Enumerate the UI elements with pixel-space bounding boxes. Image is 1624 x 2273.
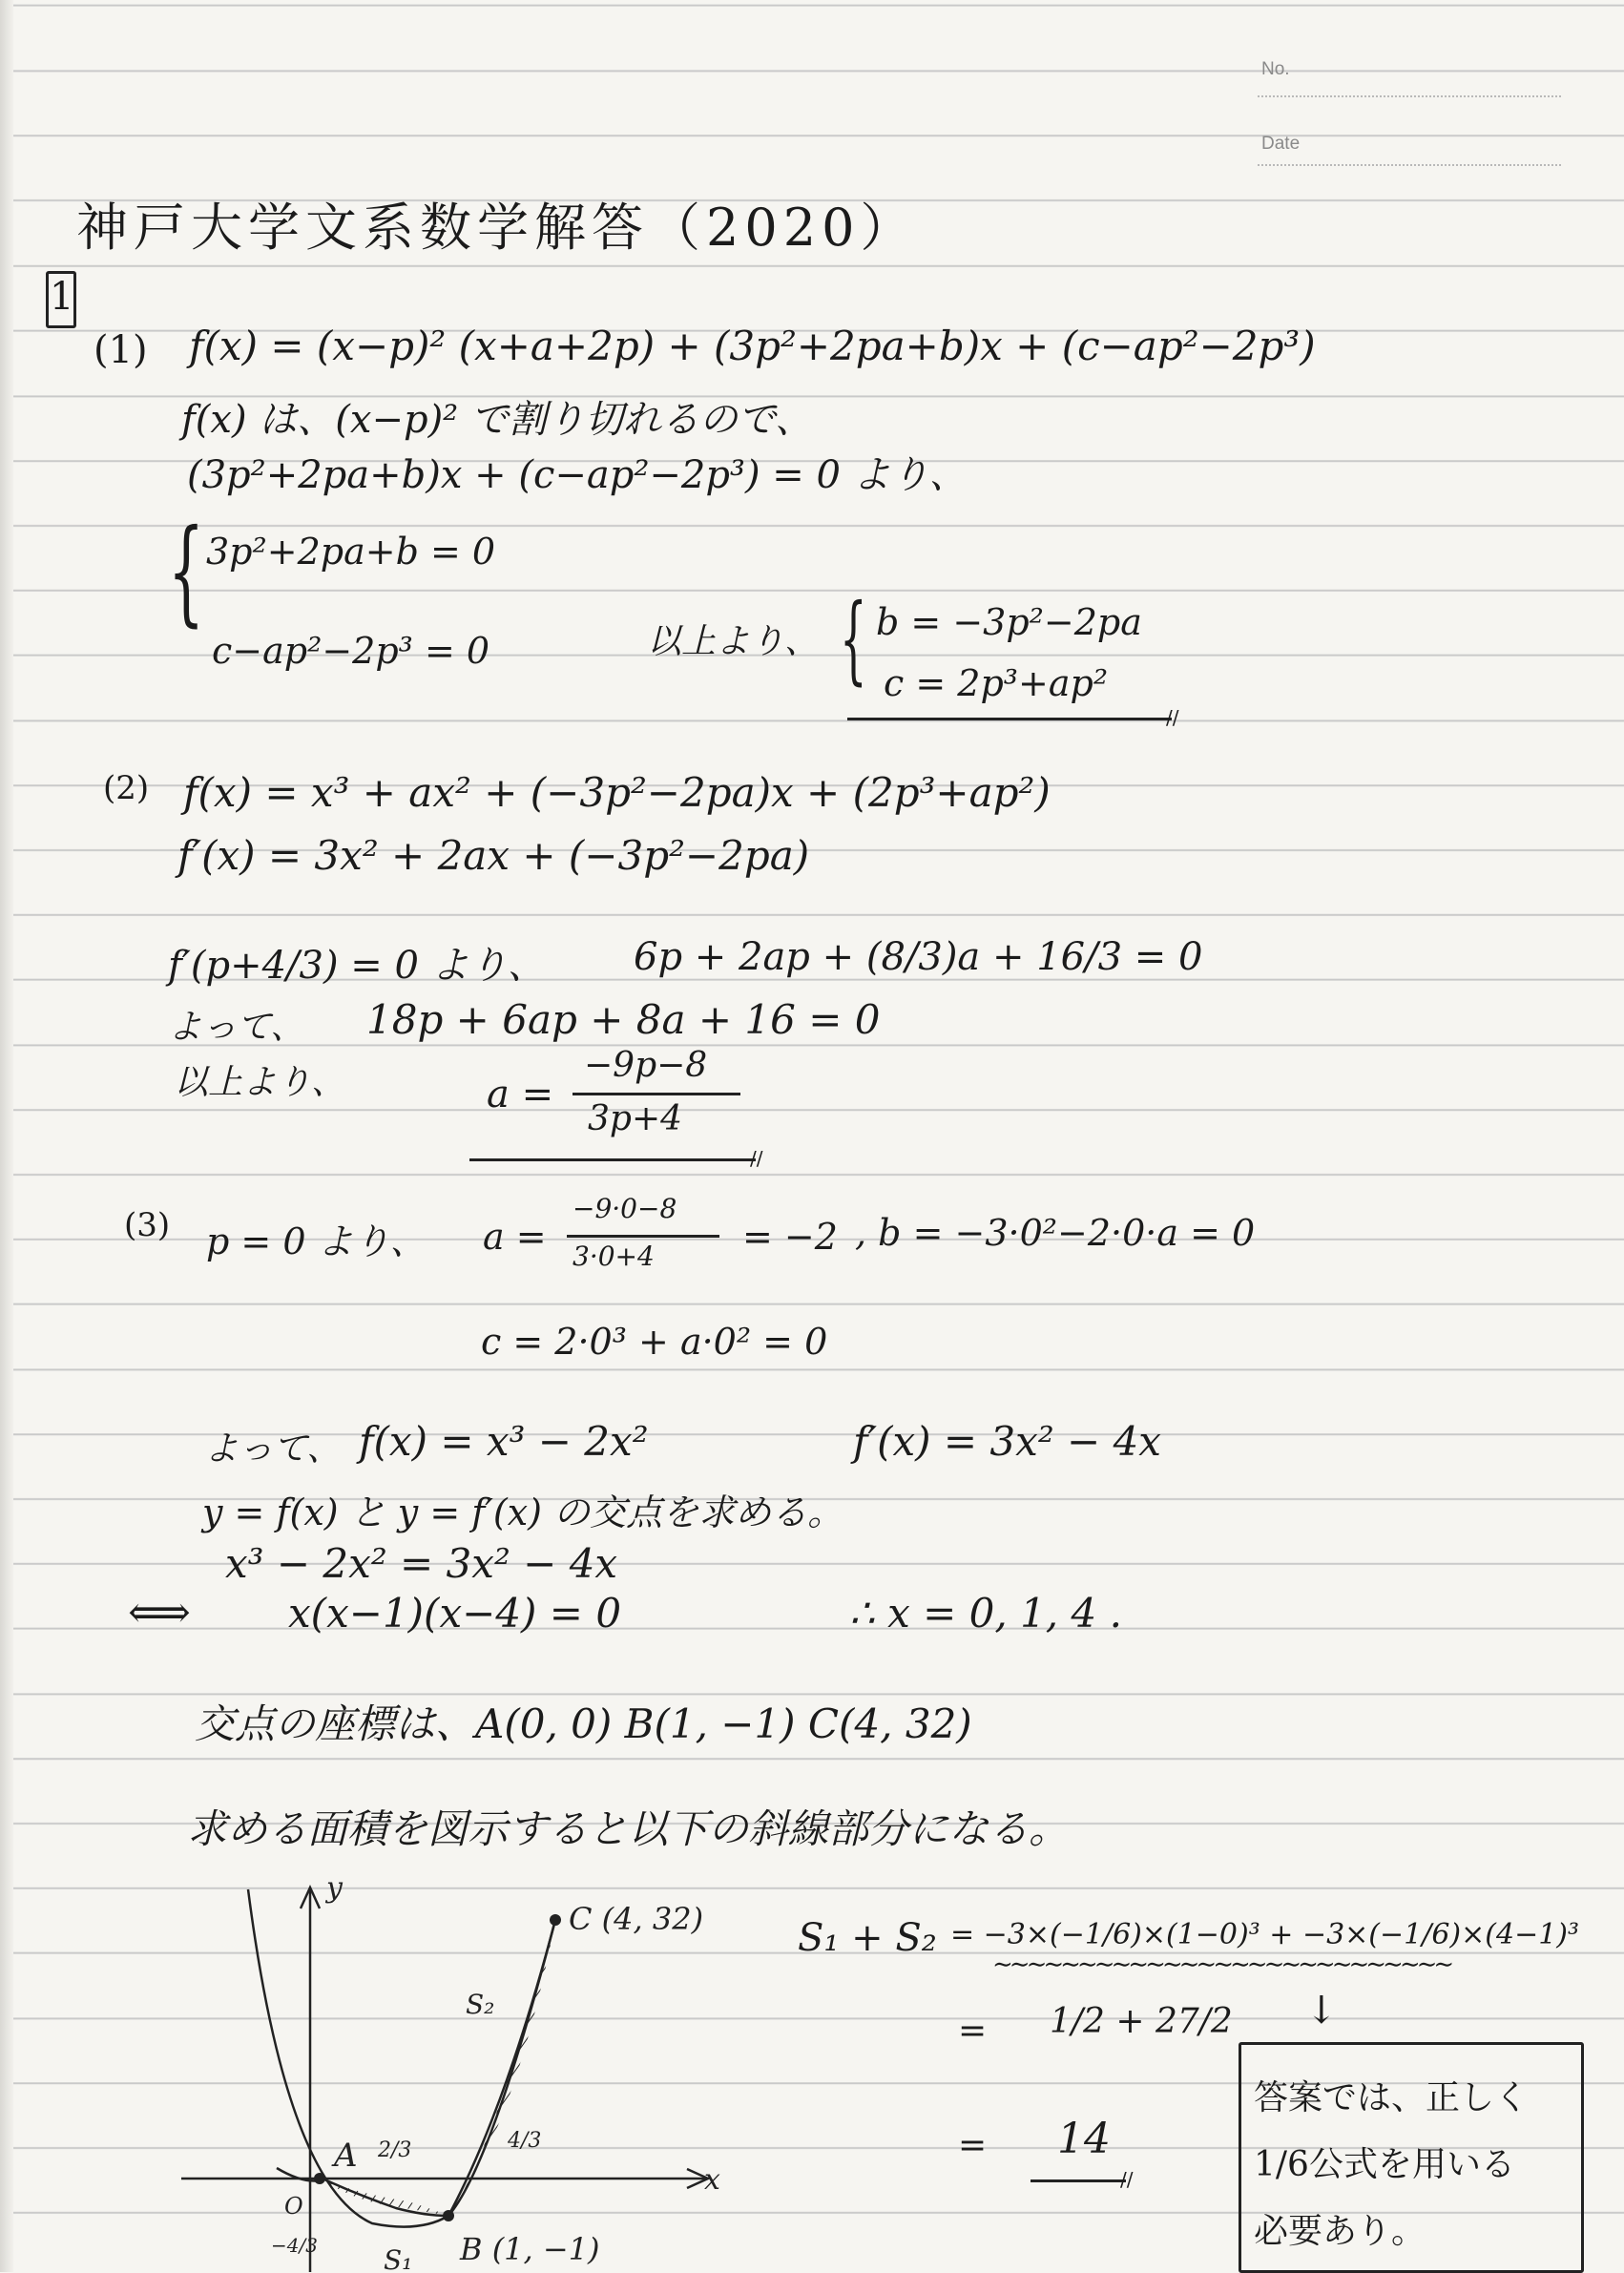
part2-answer-lhs: a = (487, 1073, 554, 1116)
part1-system-eq1: 3p²+2pa+b = 0 (206, 531, 496, 573)
note-arrow: ↓ (1305, 1989, 1338, 2033)
answer-brace: { (840, 583, 867, 695)
notebook-binding (0, 0, 13, 2272)
graph-tick-4-3: 4/3 (508, 2129, 542, 2153)
graph-region-s1-label: S₁ (384, 2244, 413, 2272)
step3-equals: = (958, 2126, 988, 2165)
graph-point-b-label: B (1, −1) (460, 2231, 600, 2267)
note-line3: 必要あり。 (1254, 2212, 1426, 2251)
part1-line3: (3p²+2pa+b)x + (c−ap²−2p³) = 0 より、 (187, 453, 968, 497)
area-graph (162, 1870, 725, 2272)
part3-line1: p = 0 より、 (206, 1220, 427, 1262)
part3-equation: x³ − 2x² = 3x² − 4x (225, 1540, 618, 1587)
part2-end-mark: // (750, 1147, 763, 1170)
part3-intersect-text: y = f(x) と y = f′(x) の交点を求める。 (202, 1491, 844, 1533)
part3-factored: x(x−1)(x−4) = 0 (288, 1590, 622, 1637)
graph-y-label: y (326, 1871, 343, 1905)
final-answer-underline (1031, 2179, 1126, 2182)
part2-line3: f′(p+4/3) = 0 より、 (168, 944, 546, 988)
sum-rhs: = −3×(−1/6)×(1−0)³ + −3×(−1/6)×(4−1)³ (950, 1918, 1580, 1951)
note-line2: 1/6公式を用いる (1254, 2145, 1515, 2184)
part1-conclude: 以上より、 (647, 622, 820, 661)
final-answer: 14 (1057, 2115, 1111, 2163)
graph-x-label: x (704, 2163, 720, 2197)
no-line (1258, 95, 1561, 97)
problem-number: 1 (50, 275, 74, 319)
graph-tick-2-3: 2/3 (378, 2138, 412, 2162)
part3-roots: ∴ x = 0, 1, 4 . (849, 1590, 1122, 1637)
graph-region-s2-label: S₂ (466, 1989, 495, 2020)
part3-then: よって、 (204, 1429, 342, 1469)
part2-answer-underline (469, 1158, 756, 1161)
part2-answer-denominator: 3p+4 (588, 1099, 683, 1138)
iff-arrow: ⟺ (128, 1586, 191, 1637)
part3-b-expr: , b = −3·0²−2·0·a = 0 (855, 1212, 1256, 1254)
part1-line2: f(x) は、(x−p)² で割り切れるので、 (181, 398, 814, 442)
date-line (1258, 164, 1561, 166)
part2-label: (2) (103, 769, 150, 807)
part2-answer-numerator: −9p−8 (584, 1046, 708, 1085)
part2-line2: f′(x) = 3x² + 2ax + (−3p²−2pa) (177, 832, 810, 879)
part2-line1: f(x) = x³ + ax² + (−3p²−2pa)x + (2p³+ap²) (183, 769, 1051, 816)
part1-answer-underline (847, 718, 1172, 720)
part2-conclude: 以上より、 (174, 1063, 346, 1102)
part3-a-denominator: 3·0+4 (573, 1241, 655, 1272)
step2-expr: 1/2 + 27/2 (1050, 2002, 1233, 2041)
page-title: 神戸大学文系数学解答（2020） (76, 198, 918, 258)
part3-points: 交点の座標は、A(0, 0) B(1, −1) C(4, 32) (195, 1700, 972, 1747)
part3-fx: f(x) = x³ − 2x² (359, 1418, 649, 1465)
graph-point-a-label: A (334, 2137, 358, 2175)
step2-equals: = (958, 2012, 988, 2051)
part3-c-expr: c = 2·0³ + a·0² = 0 (481, 1321, 828, 1363)
part3-label: (3) (124, 1206, 171, 1244)
part3-a-numerator: −9·0−8 (573, 1193, 677, 1224)
sum-wavy-underline: ∼∼∼∼∼∼∼∼∼∼∼∼∼∼∼∼∼∼∼∼∼∼∼∼∼∼∼ (992, 1950, 1451, 1979)
part1-label: (1) (94, 328, 148, 372)
no-label: No. (1261, 59, 1290, 79)
date-label: Date (1261, 134, 1301, 154)
part3-area-intro: 求める面積を図示すると以下の斜線部分になる。 (187, 1805, 1070, 1852)
part3-a-lhs: a = (483, 1216, 547, 1258)
part3-a-fraction-bar (567, 1235, 719, 1238)
system-brace: { (168, 506, 205, 638)
region-s2-fill (448, 1920, 555, 2216)
point-a-dot (314, 2173, 325, 2184)
part3-a-value: = −2 (742, 1216, 838, 1258)
part1-answer-c: c = 2p³+ap² (884, 662, 1109, 704)
sum-lhs: S₁ + S₂ (798, 1916, 937, 1960)
part1-line1: f(x) = (x−p)² (x+a+2p) + (3p²+2pa+b)x + (c−ap²−2p³) (189, 323, 1316, 369)
point-b-dot (443, 2210, 454, 2221)
part1-answer-b: b = −3p²−2pa (876, 601, 1142, 643)
part2-line4-eq: 18p + 6ap + 8a + 16 = 0 (366, 996, 881, 1043)
part1-system-eq2: c−ap²−2p³ = 0 (212, 630, 490, 672)
graph-point-c-label: C (4, 32) (569, 1901, 704, 1937)
note-line1: 答案では、正しく (1254, 2078, 1530, 2117)
part3-end-mark: // (1120, 2168, 1134, 2191)
part2-fraction-bar (573, 1093, 740, 1095)
part2-line3-eq: 6p + 2ap + (8/3)a + 16/3 = 0 (634, 935, 1203, 979)
graph-origin-label: O (284, 2193, 303, 2220)
part2-then: よって、 (168, 1008, 305, 1047)
point-c-dot (550, 1914, 561, 1926)
graph-tick-neg-4-3: −4/3 (271, 2234, 318, 2257)
part3-fprime: f′(x) = 3x² − 4x (853, 1418, 1161, 1465)
part1-end-mark: // (1166, 706, 1179, 729)
cubic-curve (277, 1920, 555, 2216)
